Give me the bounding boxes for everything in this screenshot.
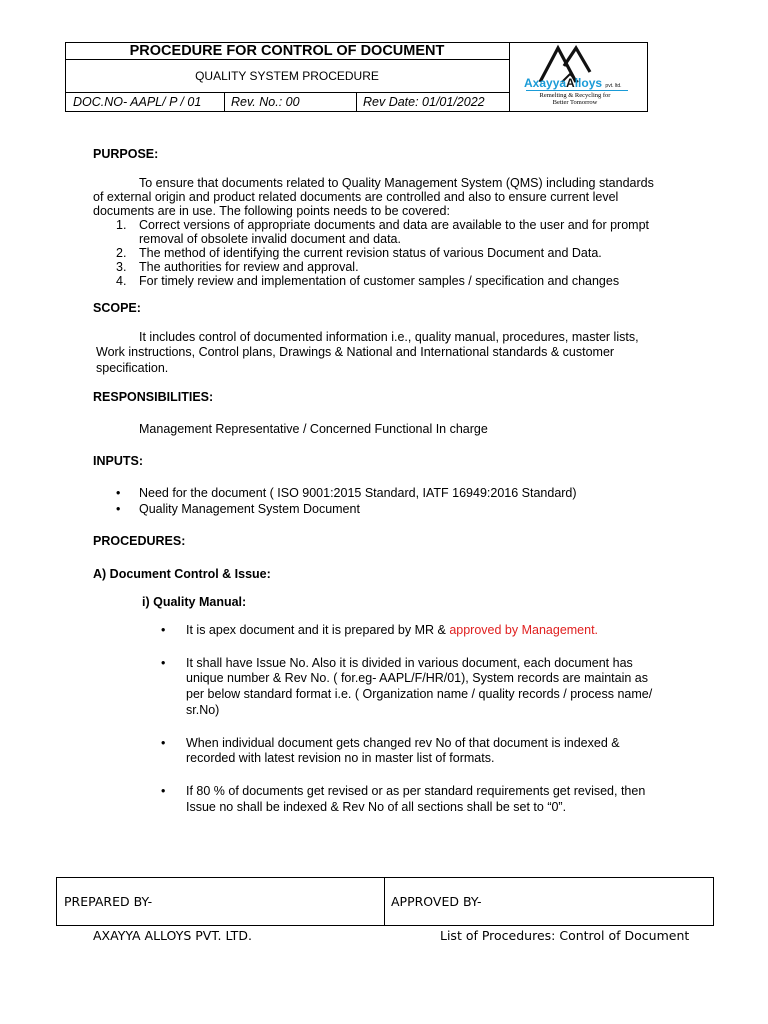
document-subtitle: QUALITY SYSTEM PROCEDURE bbox=[195, 69, 379, 83]
company-logo bbox=[520, 44, 630, 110]
prepared-by-label: PREPARED BY- bbox=[64, 894, 153, 909]
bullet-icon: • bbox=[161, 784, 166, 798]
revision-number: Rev. No.: 00 bbox=[231, 95, 300, 109]
doc-number: DOC.NO- AAPL/ P / 01 bbox=[73, 95, 202, 109]
purpose-item-text: removal of obsolete invalid document and data. bbox=[139, 232, 401, 246]
purpose-line-1: To ensure that documents related to Quality Management System (QMS) including standards bbox=[139, 176, 654, 190]
purpose-item-number: 3. bbox=[116, 260, 127, 274]
inputs-heading: INPUTS: bbox=[93, 454, 143, 468]
scope-line-1: It includes control of documented information i.e., quality manual, procedures, master lists, bbox=[139, 330, 639, 344]
procedure-bullet-text: per below standard format i.e. ( Organization name / quality records / process name/ bbox=[186, 687, 653, 701]
purpose-item-number: 1. bbox=[116, 218, 127, 232]
purpose-line-2: of external origin and product related documents are controlled and also to ensure current level bbox=[93, 190, 619, 204]
scope-line-2: Work instructions, Control plans, Drawings & National and International standards & customer bbox=[96, 345, 615, 359]
procedure-bullet-text: sr.No) bbox=[186, 703, 220, 717]
procedure-bullet-text: Issue no shall be indexed & Rev No of all sections shall be set to “0”. bbox=[186, 800, 567, 814]
purpose-line-3: documents are in use. The following points needs to be covered: bbox=[93, 204, 450, 218]
highlighted-text: approved by Management. bbox=[449, 623, 599, 637]
responsibilities-text: Management Representative / Concerned Functional In charge bbox=[139, 422, 488, 436]
procedure-bullet-text: unique number & Rev No. ( for.eg- AAPL/F/HR/01), System records are maintain as bbox=[186, 671, 649, 685]
procedure-bullet-text: It is apex document and it is prepared by MR & approved by Management. bbox=[186, 623, 599, 637]
inputs-item: Quality Management System Document bbox=[139, 502, 360, 516]
bullet-icon: • bbox=[161, 736, 166, 750]
purpose-item-text: The method of identifying the current revision status of various Document and Data. bbox=[139, 246, 602, 260]
inputs-item: Need for the document ( ISO 9001:2015 Standard, IATF 16949:2016 Standard) bbox=[139, 486, 577, 500]
approved-by-label: APPROVED BY- bbox=[391, 894, 482, 909]
scope-heading: SCOPE: bbox=[93, 301, 141, 315]
revision-date: Rev Date: 01/01/2022 bbox=[363, 95, 485, 109]
logo-tagline-2: Better Tomorrow bbox=[552, 99, 598, 106]
purpose-item-number: 4. bbox=[116, 274, 127, 288]
procedure-bullet-text: It shall have Issue No. Also it is divided in various document, each document has bbox=[186, 656, 633, 670]
procedure-bullet-text: When individual document gets changed rev No of that document is indexed & bbox=[186, 736, 620, 750]
procedure-bullet-text: If 80 % of documents get revised or as per standard requirements get revised, then bbox=[186, 784, 646, 798]
responsibilities-heading: RESPONSIBILITIES: bbox=[93, 390, 214, 404]
bullet-icon: • bbox=[116, 502, 121, 516]
logo-tagline-1: Remelting & Recycling for bbox=[539, 92, 611, 99]
procedures-heading: PROCEDURES: bbox=[93, 534, 186, 548]
logo-wordmark: AxayyaAlloys pvt. ltd. bbox=[524, 76, 622, 90]
purpose-item-text: Correct versions of appropriate documents and data are available to the user and for prompt bbox=[139, 218, 650, 232]
purpose-item-text: The authorities for review and approval. bbox=[139, 260, 359, 274]
purpose-item-number: 2. bbox=[116, 246, 127, 260]
bullet-icon: • bbox=[161, 656, 166, 670]
procedure-bullet-text: recorded with latest revision no in master list of formats. bbox=[186, 751, 495, 765]
section-a-heading: A) Document Control & Issue: bbox=[93, 567, 271, 581]
purpose-item-text: For timely review and implementation of customer samples / specification and changes bbox=[139, 274, 620, 288]
bullet-icon: • bbox=[161, 623, 166, 637]
scope-line-3: specification. bbox=[96, 361, 169, 375]
bullet-icon: • bbox=[116, 486, 121, 500]
signoff-table bbox=[56, 877, 714, 926]
footer-company: AXAYYA ALLOYS PVT. LTD. bbox=[93, 928, 252, 943]
subsection-i-heading: i) Quality Manual: bbox=[142, 595, 247, 609]
footer-doc-list: List of Procedures: Control of Document bbox=[440, 928, 690, 943]
document-title: PROCEDURE FOR CONTROL OF DOCUMENT bbox=[129, 43, 445, 59]
purpose-heading: PURPOSE: bbox=[93, 147, 159, 161]
